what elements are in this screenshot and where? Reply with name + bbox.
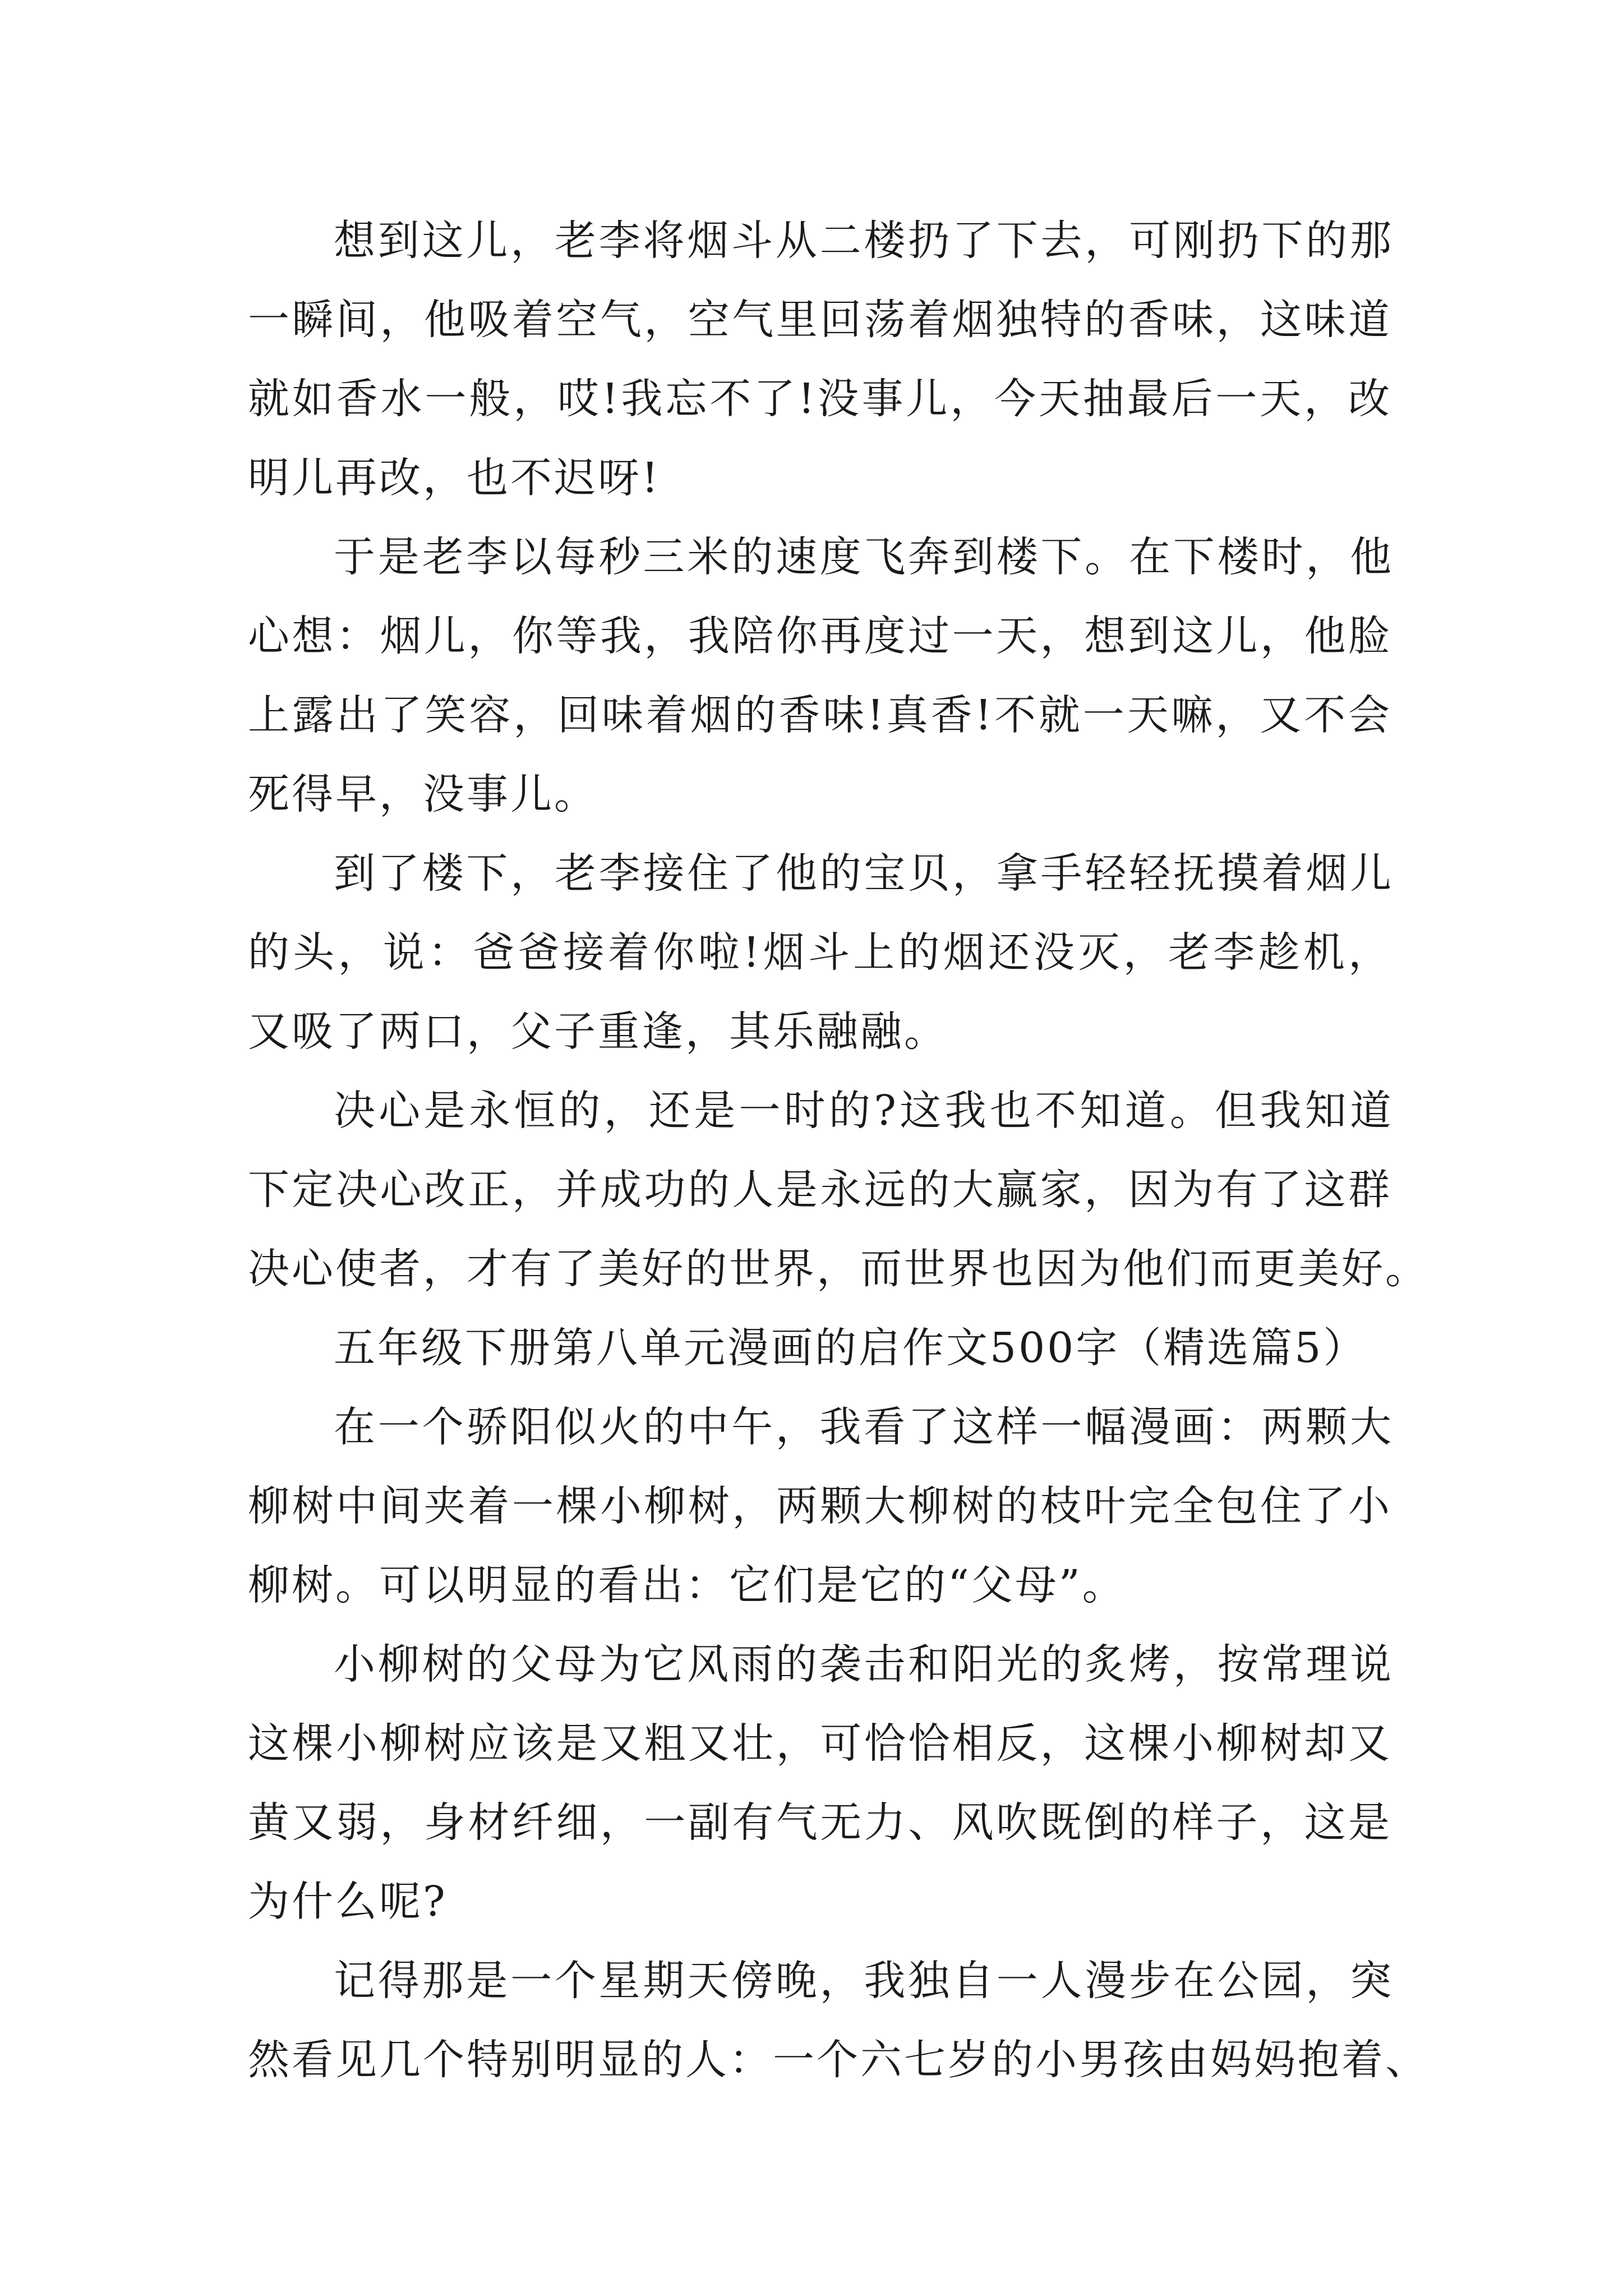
text-line: 这棵小柳树应该是又粗又壮，可恰恰相反，这棵小柳树却又 <box>248 1719 1392 1768</box>
text-line: 就如香水一般，哎!我忘不了!没事儿，今天抽最后一天，改 <box>248 375 1392 423</box>
text-line: 在一个骄阳似火的中午，我看了这样一幅漫画：两颗大 <box>334 1403 1394 1451</box>
text-line: 一瞬间，他吸着空气，空气里回荡着烟独特的香味，这味道 <box>248 296 1392 344</box>
text-line: 为什么呢? <box>248 1878 448 1926</box>
text-line: 黄又弱，身材纤细，一副有气无力、风吹既倒的样子，这是 <box>248 1798 1392 1847</box>
text-line: 又吸了两口，父子重逢，其乐融融。 <box>248 1007 948 1056</box>
text-line: 然看见几个特别明显的人：一个六七岁的小男孩由妈妈抱着、 <box>248 2036 1429 2084</box>
text-line: 的头，说：爸爸接着你啦!烟斗上的烟还没灭，老李趁机， <box>248 928 1392 977</box>
text-line: 明儿再改，也不迟呀! <box>248 454 661 502</box>
section-heading: 五年级下册第八单元漫画的启作文500字（精选篇5） <box>334 1324 1367 1372</box>
text-line: 死得早，没事儿。 <box>248 770 598 818</box>
text-line: 柳树中间夹着一棵小柳树，两颗大柳树的枝叶完全包住了小 <box>248 1482 1392 1530</box>
text-line: 心想：烟儿，你等我，我陪你再度过一天，想到这儿，他脸 <box>248 612 1392 660</box>
text-line: 柳树。可以明显的看出：它们是它的“父母”。 <box>248 1561 1126 1609</box>
text-line: 记得那是一个星期天傍晚，我独自一人漫步在公园，突 <box>334 1957 1394 2005</box>
text-line: 小柳树的父母为它风雨的袭击和阳光的炙烤，按常理说 <box>334 1640 1394 1688</box>
text-line: 想到这儿，老李将烟斗从二楼扔了下去，可刚扔下的那 <box>334 217 1394 265</box>
text-line: 决心是永恒的，还是一时的?这我也不知道。但我知道 <box>334 1087 1394 1135</box>
text-line: 到了楼下，老李接住了他的宝贝，拿手轻轻抚摸着烟儿 <box>334 849 1394 898</box>
text-line: 决心使者，才有了美好的世界，而世界也因为他们而更美好。 <box>248 1245 1429 1293</box>
text-line: 上露出了笑容，回味着烟的香味!真香!不就一天嘛，又不会 <box>248 691 1392 739</box>
text-line: 下定决心改正，并成功的人是永远的大赢家，因为有了这群 <box>248 1166 1392 1214</box>
text-line: 于是老李以每秒三米的速度飞奔到楼下。在下楼时，他 <box>334 533 1394 581</box>
